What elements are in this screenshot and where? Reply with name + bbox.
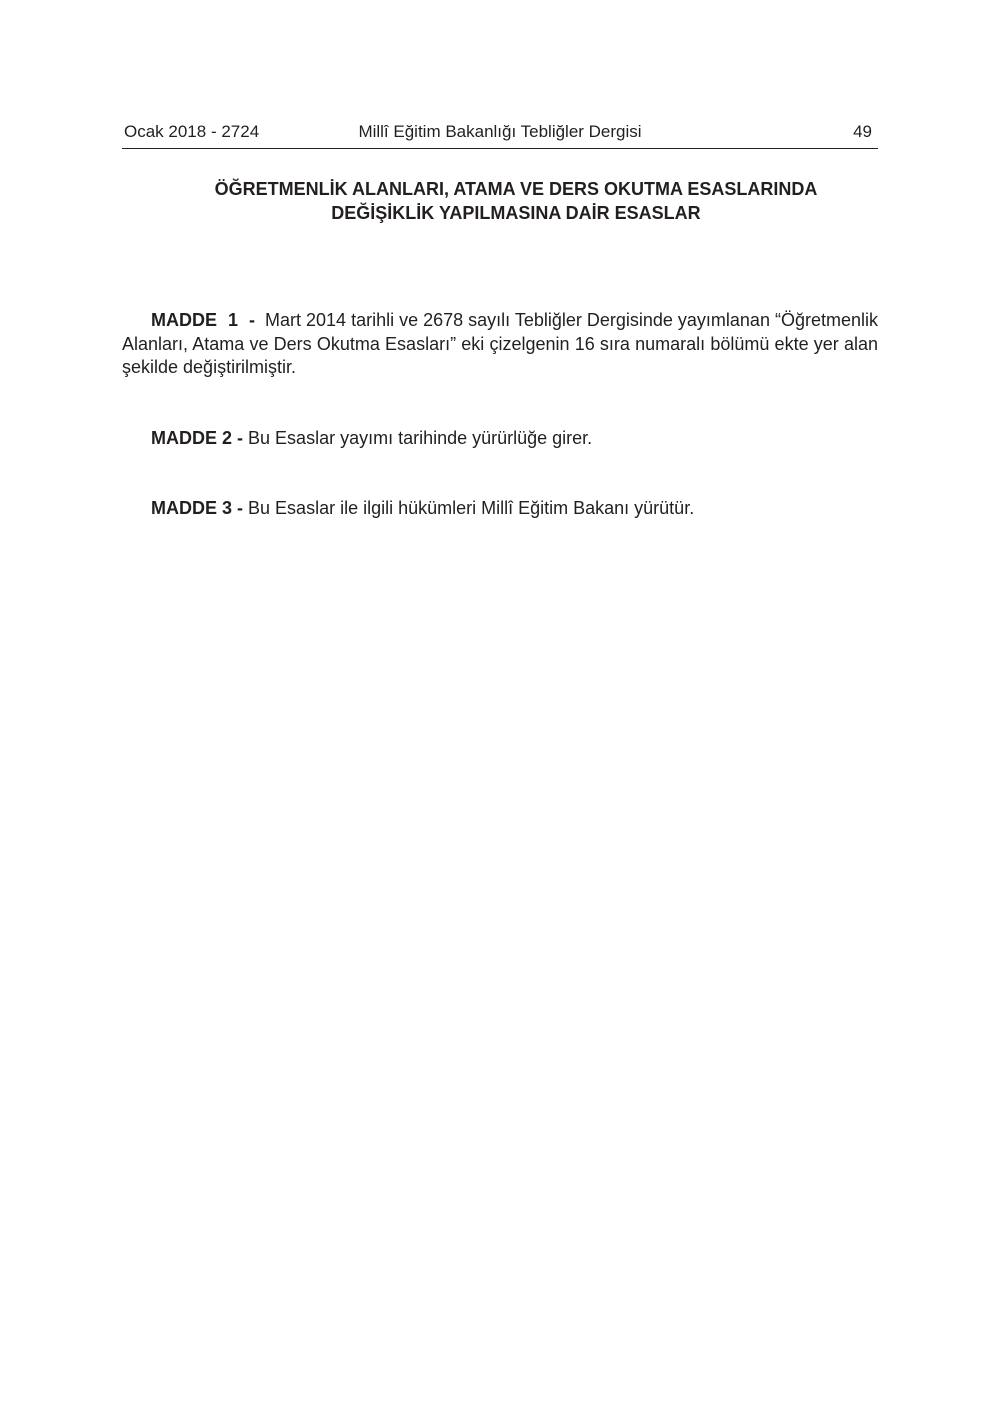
page-number: 49: [853, 122, 872, 141]
document-title: [122, 177, 878, 225]
article-1-text: Mart 2014 tarihli ve 2678 sayılı Tebliğler Dergisinde yayımlanan “Öğretmenlik Alanları, Atama ve Ders Okutma Esasları” eki çizelgenin 16 sıra numaralı bölümü ekte yer alan şekilde değiştirilmiştir.: [122, 310, 878, 377]
page-header: [122, 118, 878, 149]
issue-date: Ocak 2018 - 2724: [124, 122, 260, 141]
journal-title: Millî Eğitim Bakanlığı Tebliğler Dergisi: [358, 122, 642, 141]
article-2-label: MADDE 2 -: [151, 428, 244, 448]
article-1-label: MADDE 1 -: [151, 310, 256, 330]
document-title-line-1: ÖĞRETMENLİK ALANLARI, ATAMA VE DERS OKUTMA ESASLARINDA: [214, 179, 818, 199]
article-3: [122, 497, 878, 521]
document-title-line-2: DEĞİŞİKLİK YAPILMASINA DAİR ESASLAR: [331, 203, 701, 223]
article-2-text: Bu Esaslar yayımı tarihinde yürürlüğe girer.: [248, 428, 593, 448]
article-1: [122, 309, 878, 380]
article-3-label: MADDE 3 -: [151, 498, 244, 518]
article-2: [122, 427, 878, 451]
article-3-text: Bu Esaslar ile ilgili hükümleri Millî Eğitim Bakanı yürütür.: [248, 498, 695, 518]
